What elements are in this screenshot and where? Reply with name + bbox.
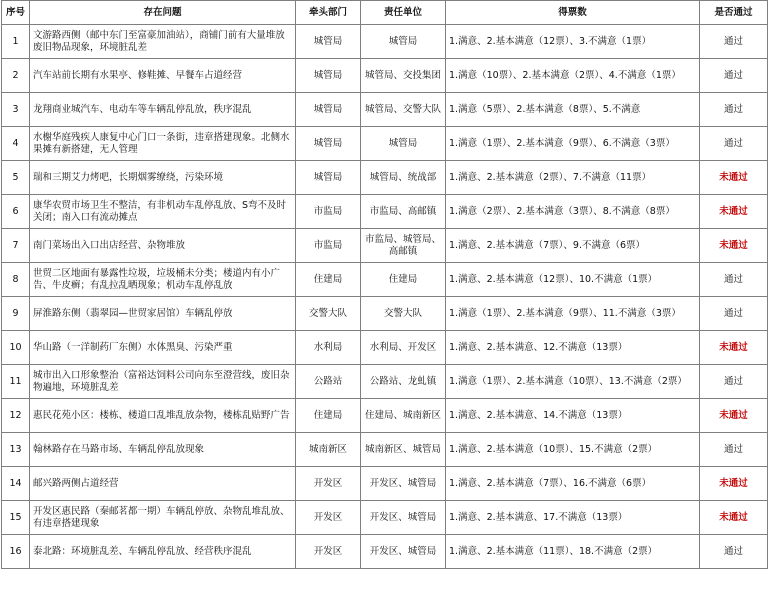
cell-number: 8 [2,263,30,297]
cell-responsible-unit: 公路站、龙虬镇 [361,365,446,399]
cell-number: 2 [2,59,30,93]
table-row [2,331,768,365]
cell-responsible-unit: 市监局、城管局、高邮镇 [361,229,446,263]
cell-lead-department: 城管局 [296,25,361,59]
cell-responsible-unit: 开发区、城管局 [361,535,446,569]
table-row [2,195,768,229]
cell-issue: 康华农贸市场卫生不整洁，有非机动车乱停乱放、S弯不及时关闭；南入口有流动摊点 [30,195,296,229]
cell-passed: 未通过 [700,195,768,229]
cell-passed: 通过 [700,25,768,59]
cell-lead-department: 开发区 [296,501,361,535]
cell-lead-department: 城管局 [296,127,361,161]
table-row [2,399,768,433]
cell-responsible-unit: 城管局、统战部 [361,161,446,195]
header-lead-department: 牵头部门 [296,1,361,25]
cell-votes: 1.满意（5票）、2.基本满意（8票）、5.不满意 [446,93,700,127]
cell-issue: 华山路（一洋制药厂东侧）水体黑臭、污染严重 [30,331,296,365]
table-row [2,25,768,59]
cell-lead-department: 城管局 [296,93,361,127]
table-row [2,535,768,569]
cell-number: 4 [2,127,30,161]
cell-lead-department: 市监局 [296,229,361,263]
cell-passed: 通过 [700,535,768,569]
cell-number: 6 [2,195,30,229]
cell-issue: 惠民花苑小区：楼栋、楼道口乱堆乱放杂物，楼栋乱贴野广告 [30,399,296,433]
cell-responsible-unit: 城管局、交投集团 [361,59,446,93]
cell-issue: 文游路西侧（邮中东门至富豪加油站），商铺门前有大量堆放废旧物品现象，环境脏乱差 [30,25,296,59]
cell-number: 1 [2,25,30,59]
cell-issue: 南门菜场出入口出店经营、杂物堆放 [30,229,296,263]
cell-number: 9 [2,297,30,331]
cell-lead-department: 住建局 [296,399,361,433]
cell-number: 14 [2,467,30,501]
cell-number: 15 [2,501,30,535]
cell-issue: 泰北路：环境脏乱差、车辆乱停乱放、经营秩序混乱 [30,535,296,569]
cell-responsible-unit: 市监局、高邮镇 [361,195,446,229]
cell-issue: 瑞和三期艾力烤吧，长期烟雾缭绕，污染环境 [30,161,296,195]
cell-lead-department: 城南新区 [296,433,361,467]
cell-responsible-unit: 城管局 [361,127,446,161]
cell-issue: 汽车站前长期有水果亭、修鞋摊、早餐车占道经营 [30,59,296,93]
header-votes: 得票数 [446,1,700,25]
cell-number: 10 [2,331,30,365]
cell-votes: 1.满意、2.基本满意（7票）、9.不满意（6票） [446,229,700,263]
cell-number: 16 [2,535,30,569]
cell-passed: 通过 [700,93,768,127]
cell-number: 7 [2,229,30,263]
cell-number: 13 [2,433,30,467]
cell-passed: 通过 [700,127,768,161]
cell-votes: 1.满意、2.基本满意、17.不满意（13票） [446,501,700,535]
header-issue: 存在问题 [30,1,296,25]
rectification-vote-table [1,0,768,569]
cell-passed: 通过 [700,433,768,467]
cell-responsible-unit: 开发区、城管局 [361,467,446,501]
table-row [2,433,768,467]
cell-lead-department: 交警大队 [296,297,361,331]
cell-responsible-unit: 水利局、开发区 [361,331,446,365]
header-number: 序号 [2,1,30,25]
cell-passed: 通过 [700,59,768,93]
cell-lead-department: 公路站 [296,365,361,399]
cell-responsible-unit: 住建局 [361,263,446,297]
cell-issue: 龙翔商业城汽车、电动车等车辆乱停乱放，秩序混乱 [30,93,296,127]
cell-lead-department: 开发区 [296,467,361,501]
cell-responsible-unit: 城南新区、城管局 [361,433,446,467]
cell-votes: 1.满意、2.基本满意（12票）、3.不满意（1票） [446,25,700,59]
cell-responsible-unit: 开发区、城管局 [361,501,446,535]
cell-lead-department: 市监局 [296,195,361,229]
table-row [2,161,768,195]
header-passed: 是否通过 [700,1,768,25]
cell-votes: 1.满意（1票）、2.基本满意（10票）、13.不满意（2票） [446,365,700,399]
cell-passed: 通过 [700,297,768,331]
cell-votes: 1.满意（2票）、2.基本满意（3票）、8.不满意（8票） [446,195,700,229]
cell-issue: 翰林路存在马路市场、车辆乱停乱放现象 [30,433,296,467]
cell-issue: 开发区惠民路（秦邮茗都一期）车辆乱停放、杂物乱堆乱放、有违章搭建现象 [30,501,296,535]
cell-issue: 世贸二区地面有暴露性垃圾，垃圾桶未分类；楼道内有小广告、牛皮癣；有乱拉乱晒现象；机动车乱停乱放 [30,263,296,297]
table-row [2,297,768,331]
cell-passed: 未通过 [700,501,768,535]
cell-responsible-unit: 城管局 [361,25,446,59]
cell-votes: 1.满意（10票）、2.基本满意（2票）、4.不满意（1票） [446,59,700,93]
cell-number: 11 [2,365,30,399]
table-row [2,501,768,535]
cell-votes: 1.满意、2.基本满意（2票）、7.不满意（11票） [446,161,700,195]
cell-number: 5 [2,161,30,195]
cell-number: 3 [2,93,30,127]
cell-votes: 1.满意、2.基本满意、14.不满意（13票） [446,399,700,433]
cell-issue: 城市出入口形象整治（富裕达饲料公司向东至澄营线，废旧杂物遍地，环境脏乱差 [30,365,296,399]
cell-passed: 通过 [700,365,768,399]
cell-votes: 1.满意、2.基本满意（11票）、18.不满意（2票） [446,535,700,569]
cell-responsible-unit: 住建局、城南新区 [361,399,446,433]
cell-passed: 未通过 [700,331,768,365]
cell-votes: 1.满意、2.基本满意、12.不满意（13票） [446,331,700,365]
cell-lead-department: 城管局 [296,59,361,93]
header-row [2,1,768,25]
table-row [2,229,768,263]
cell-votes: 1.满意（1票）、2.基本满意（9票）、6.不满意（3票） [446,127,700,161]
cell-issue: 水榭华庭残疾人康复中心门口一条街，违章搭建现象。北侧水果摊有新搭建，无人管理 [30,127,296,161]
cell-passed: 未通过 [700,399,768,433]
cell-passed: 未通过 [700,229,768,263]
table-row [2,93,768,127]
cell-passed: 通过 [700,263,768,297]
cell-number: 12 [2,399,30,433]
cell-passed: 未通过 [700,161,768,195]
cell-lead-department: 住建局 [296,263,361,297]
cell-lead-department: 城管局 [296,161,361,195]
table-row [2,59,768,93]
cell-votes: 1.满意、2.基本满意（12票）、10.不满意（1票） [446,263,700,297]
cell-issue: 邮兴路两侧占道经营 [30,467,296,501]
table-row [2,467,768,501]
cell-votes: 1.满意、2.基本满意（10票）、15.不满意（2票） [446,433,700,467]
table-row [2,365,768,399]
table-row [2,263,768,297]
cell-votes: 1.满意、2.基本满意（7票）、16.不满意（6票） [446,467,700,501]
cell-issue: 屏淮路东侧（翡翠园—世贸家居馆）车辆乱停放 [30,297,296,331]
cell-responsible-unit: 城管局、交警大队 [361,93,446,127]
cell-votes: 1.满意（1票）、2.基本满意（9票）、11.不满意（3票） [446,297,700,331]
cell-lead-department: 开发区 [296,535,361,569]
cell-lead-department: 水利局 [296,331,361,365]
table-row [2,127,768,161]
cell-responsible-unit: 交警大队 [361,297,446,331]
header-responsible-unit: 责任单位 [361,1,446,25]
cell-passed: 未通过 [700,467,768,501]
